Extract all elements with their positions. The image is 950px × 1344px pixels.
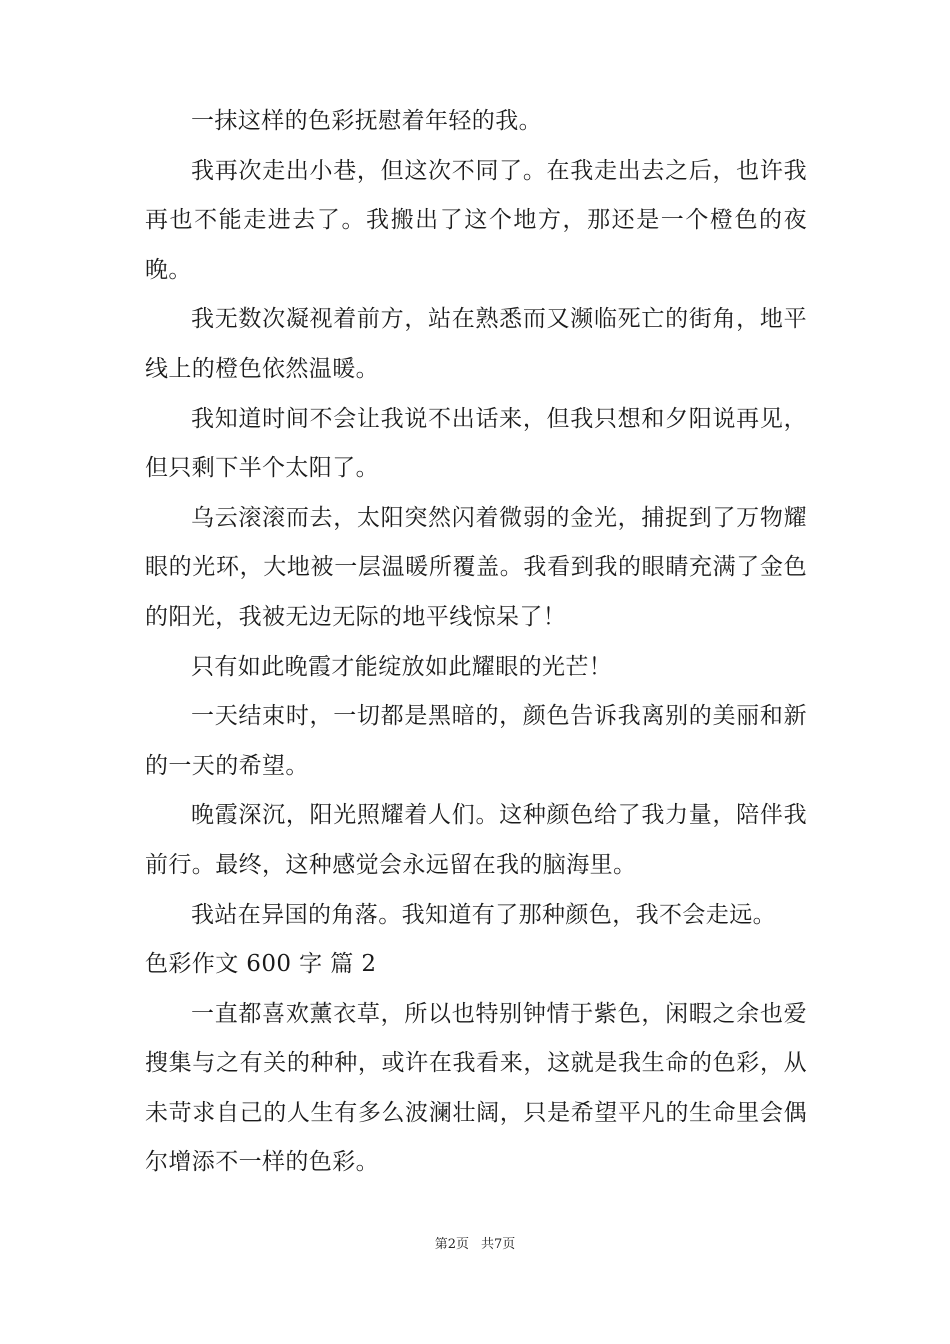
page-number-total: 共7页 (481, 1237, 516, 1252)
paragraph: 我再次走出小巷，但这次不同了。在我走出去之后，也许我再也不能走进去了。我搬出了这个地方，那还是一个橙色的夜晚。 (145, 157, 807, 283)
paragraph: 我知道时间不会让我说不出话来，但我只想和夕阳说再见，但只剩下半个太阳了。 (145, 405, 807, 482)
paragraph: 我无数次凝视着前方，站在熟悉而又濒临死亡的街角，地平线上的橙色依然温暖。 (145, 306, 807, 382)
paragraph: 一直都喜欢薰衣草，所以也特别钟情于紫色，闲暇之余也爱搜集与之有关的种种，或许在我看来，这就是我生命的色彩，从未苛求自己的人生有多么波澜壮阔，只是希望平凡的生命里会偶尔增添不一样的色彩。 (145, 1000, 807, 1176)
paragraph: 我站在异国的角落。我知道有了那种颜色，我不会走远。 (191, 901, 776, 928)
paragraph: 晚霞深沉，阳光照耀着人们。这种颜色给了我力量，陪伴我前行。最终，这种感觉会永远留在我的脑海里。 (145, 802, 807, 878)
page-number-current: 第2页 (434, 1237, 469, 1252)
document-body (145, 97, 807, 1188)
section-heading: 色彩作文 600 字 篇 2 (145, 951, 377, 978)
paragraph: 乌云滚滚而去，太阳突然闪着微弱的金光，捕捉到了万物耀眼的光环，大地被一层温暖所覆盖。我看到我的眼睛充满了金色的阳光，我被无边无际的地平线惊呆了！ (145, 504, 807, 630)
paragraph: 一抹这样的色彩抚慰着年轻的我。 (191, 108, 542, 134)
paragraph: 只有如此晚霞才能绽放如此耀眼的光芒！ (191, 653, 613, 680)
paragraph: 一天结束时，一切都是黑暗的，颜色告诉我离别的美丽和新的一天的希望。 (145, 703, 807, 779)
page-footer (0, 1233, 950, 1252)
